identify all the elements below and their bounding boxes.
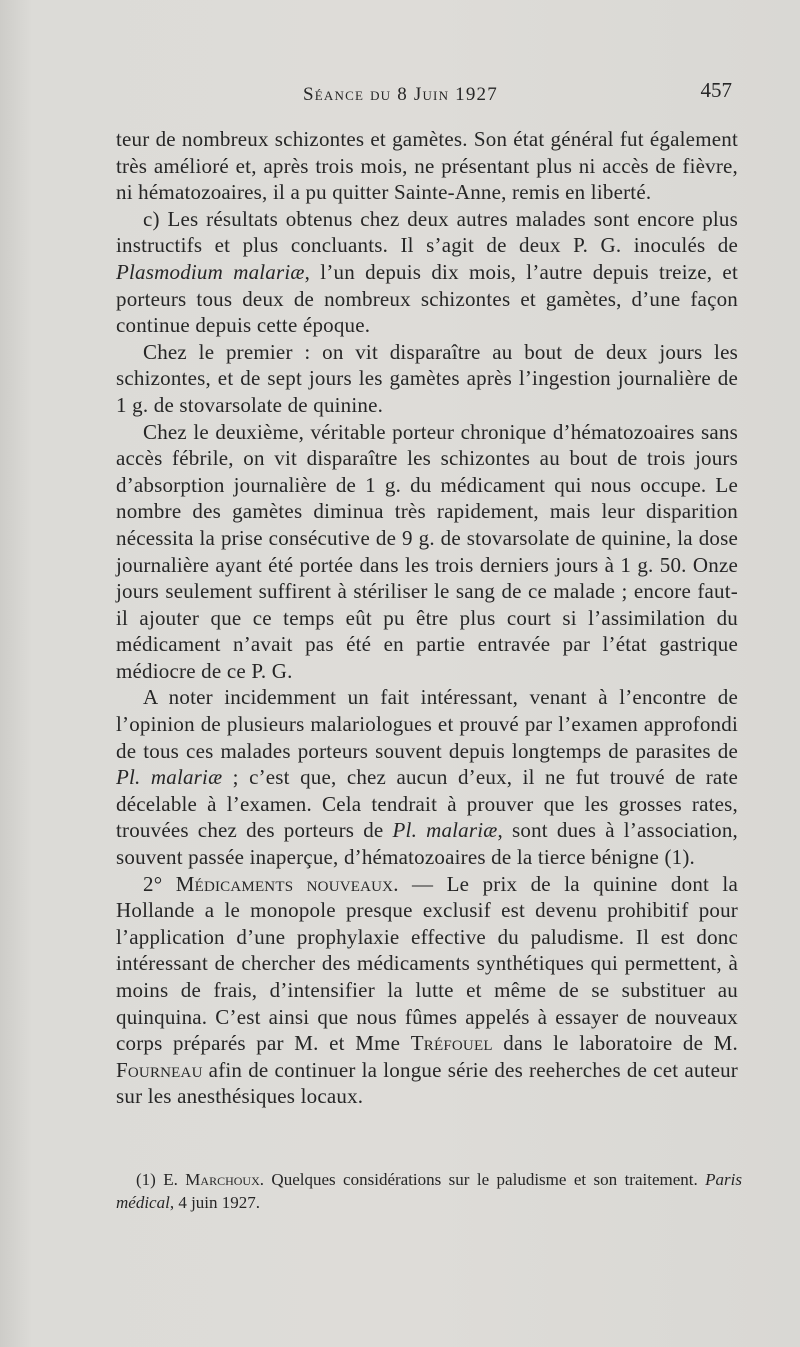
footnote-journal: Paris médical xyxy=(116,1170,742,1212)
footnote xyxy=(116,1168,742,1214)
paragraph-5-text-c: , sont dues à l’association, souvent passée inaperçue, d’hématozoaires de la tierce bénigne (1). xyxy=(116,818,738,870)
paragraph-4-text: Chez le deuxième, véritable porteur chronique d’hématozoaires sans accès fébrile, on vit disparaître les schizontes au bout de trois jours d’absorption journalière de 1 g. du médicament qui nous occupe. Le nombre des gamètes diminua très rapidement, mais leur disparition nécessita la prise consécutive de 9 g. de stovarsolate de quinine, la dose journalière ayant été portée dans les trois derniers jours à 1 g. 50. Onze jours seulement suffirent à stériliser le sang de ce malade ; encore faut-il ajouter que ce temps eût pu être plus court si l’assimilation du médicament n’avait pas été en partie entravée par l’état gastrique médiocre de ce P. G. xyxy=(116,419,738,683)
running-head-year: 1927 xyxy=(455,84,498,105)
running-head-day: 8 xyxy=(397,84,408,105)
footnote-1 xyxy=(116,1168,742,1214)
paragraph-5 xyxy=(116,684,738,870)
body-text xyxy=(116,126,738,1110)
paragraph-3 xyxy=(116,339,738,419)
running-head-month: Juin xyxy=(413,84,450,105)
section-heading: Médicaments nouveaux. xyxy=(175,871,399,896)
paragraph-2-text-a: c) Les résultats obtenus chez deux autres malades sont encore plus instructifs et plus concluants. Il s’agit de deux P. G. inoculés de xyxy=(116,206,738,258)
footnote-text: . Quelques considérations sur le paludisme et son traitement. xyxy=(259,1170,706,1189)
paragraph-4 xyxy=(116,419,738,685)
paragraph-2-text-b: , l’un depuis dix mois, l’autre depuis treize, et porteurs tous deux de nombreux schizontes et gamètes, d’une façon continue depuis cette époque. xyxy=(116,259,738,338)
paragraph-1-text: teur de nombreux schizontes et gamètes. Son état général fut également très amélioré et, après trois mois, ne présentant plus ni accès de fièvre, ni hématozoaires, il a pu quitter Sainte-Anne, remis en liberté. xyxy=(116,127,738,205)
running-head-du: du xyxy=(370,84,392,105)
paragraph-2-species: Plasmodium malariæ xyxy=(116,259,305,284)
paragraph-6-text-a: — Le prix de la quinine dont la Hollande a le monopole presque exclusif est devenu prohibitif pour l’application d’une prophylaxie effective du paludisme. Il est donc intéressant de chercher des médicaments synthétiques qui permettent, à moins de frais, d’intensifier la lutte et même de se substituer au quinquina. C’est ainsi que nous fûmes appelés à essayer de nouveaux corps préparés par M. et Mme xyxy=(116,871,738,1056)
author-name-fourneau: Fourneau xyxy=(116,1057,203,1082)
paragraph-1 xyxy=(116,126,738,206)
author-name-trefouel: Tréfouel xyxy=(410,1031,493,1056)
paragraph-6 xyxy=(116,871,738,1110)
paragraph-2 xyxy=(116,206,738,339)
section-number: 2° xyxy=(143,871,163,896)
paragraph-5-text-a: A noter incidemment un fait intéressant, venant à l’encontre de l’opinion de plusieurs malariologues et prouvé par l’examen approfondi de tous ces malades porteurs souvent depuis longtemps de parasites de xyxy=(116,685,738,763)
running-head-seance: Séance xyxy=(303,84,365,105)
paragraph-6-text-c: afin de continuer la longue série des reeherches de cet auteur sur les anesthésiques locaux. xyxy=(116,1057,738,1109)
paragraph-5-text-b: ; c’est que, chez aucun d’eux, il ne fut trouvé de rate décelable à l’examen. Cela tendrait à prouver que les grosses rates, trouvées chez des porteurs de xyxy=(116,765,738,843)
footnote-date: , 4 juin 1927. xyxy=(169,1193,261,1212)
page-number: 457 xyxy=(700,78,732,102)
page-header xyxy=(90,78,740,112)
paragraph-5-species-2: Pl. malariæ xyxy=(392,818,498,843)
paragraph-6-text-b: dans le laboratoire de M. xyxy=(492,1031,738,1056)
running-head xyxy=(303,84,498,106)
footnote-mark: (1) E. xyxy=(136,1170,186,1189)
footnote-author: Marchoux xyxy=(185,1170,260,1189)
paragraph-3-text: Chez le premier : on vit disparaître au bout de deux jours les schizontes, et de sept jours les gamètes après l’ingestion journalière de 1 g. de stovarsolate de quinine. xyxy=(116,339,738,417)
paragraph-5-species-1: Pl. malariæ xyxy=(116,765,223,790)
